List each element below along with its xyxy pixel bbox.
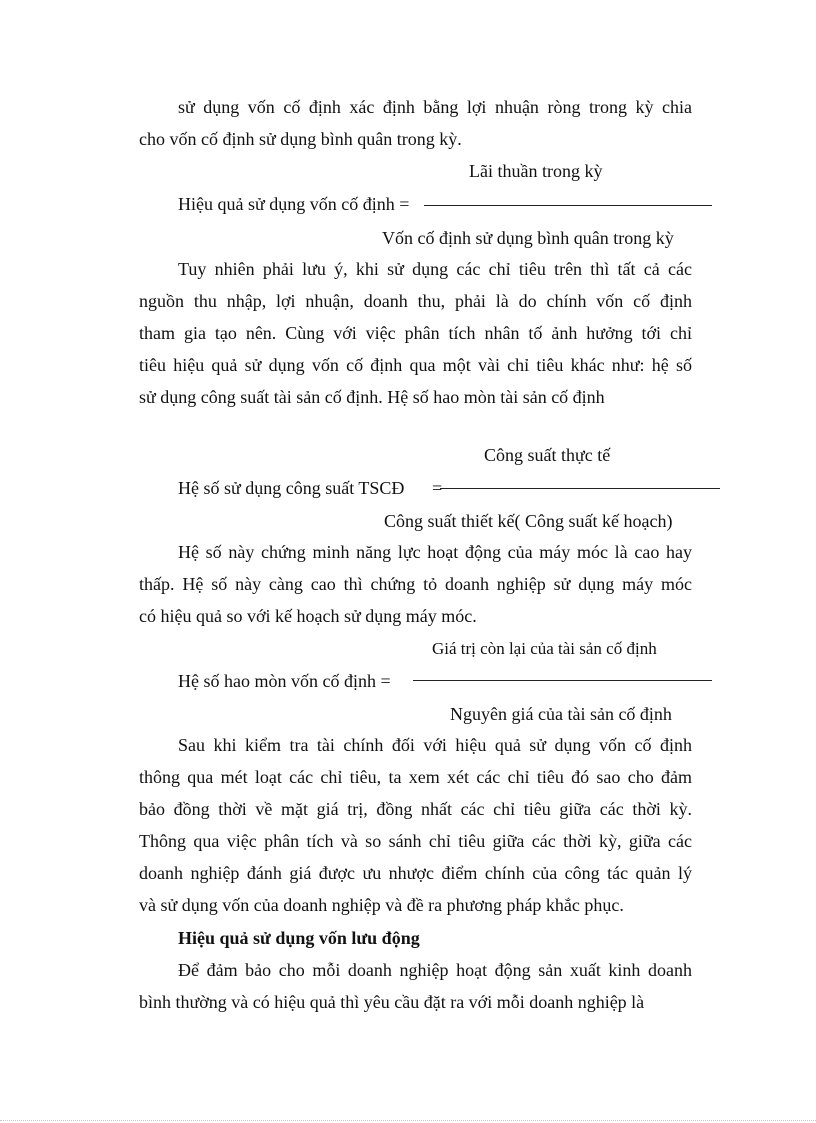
paragraph-line: Thông qua việc phân tích và so sánh chỉ tiêu giữa các thời kỳ, giữa các	[139, 831, 692, 851]
fraction-bar	[424, 205, 712, 206]
formula-label: Hiệu quả sử dụng vốn cố định =	[178, 194, 410, 214]
paragraph-line: tiêu hiệu quả sử dụng vốn cố định qua một vài chỉ tiêu khác như: hệ số	[139, 355, 692, 375]
formula-numerator: Giá trị còn lại của tài sản cố định	[432, 639, 657, 658]
paragraph-line: Sau khi kiểm tra tài chính đối với hiệu quả sử dụng vốn cố định	[178, 735, 692, 755]
formula-denominator: Nguyên giá của tài sản cố định	[450, 704, 672, 724]
formula-equals: =	[432, 478, 443, 498]
fraction-bar	[413, 680, 712, 681]
formula-numerator: Lãi thuần trong kỳ	[469, 161, 603, 181]
formula-denominator: Công suất thiết kế( Công suất kế hoạch)	[384, 511, 673, 531]
formula-label: Hệ số hao mòn vốn cố định =	[178, 671, 391, 691]
paragraph-line: Hệ số này chứng minh năng lực hoạt động của máy móc là cao hay	[178, 542, 692, 562]
formula-label: Hệ số sử dụng công suất TSCĐ	[178, 478, 405, 498]
formula-numerator: Công suất thực tế	[484, 445, 611, 465]
paragraph-line: và sử dụng vốn của doanh nghiệp và đề ra phương pháp khắc phục.	[139, 895, 624, 915]
paragraph-line: Tuy nhiên phải lưu ý, khi sử dụng các chỉ tiêu trên thì tất cả các	[178, 259, 692, 279]
paragraph-line: thấp. Hệ số này càng cao thì chứng tỏ doanh nghiệp sử dụng máy móc	[139, 574, 692, 594]
page-bottom-border	[0, 1120, 816, 1121]
paragraph-line: bảo đồng thời về mặt giá trị, đồng nhất các chỉ tiêu giữa các thời kỳ.	[139, 799, 692, 819]
paragraph-line: sử dụng công suất tài sản cố định. Hệ số hao mòn tài sản cố định	[139, 387, 605, 407]
formula-denominator: Vốn cố định sử dụng bình quân trong kỳ	[382, 228, 674, 248]
paragraph-line: cho vốn cố định sử dụng bình quân trong kỳ.	[139, 129, 462, 149]
paragraph-line: tham gia tạo nên. Cùng với việc phân tích nhân tố ảnh hưởng tới chỉ	[139, 323, 692, 343]
paragraph-line: doanh nghiệp đánh giá được ưu nhược điểm chính của công tác quản lý	[139, 863, 692, 883]
section-heading: Hiệu quả sử dụng vốn lưu động	[178, 928, 420, 948]
paragraph-line: nguồn thu nhập, lợi nhuận, doanh thu, phải là do chính vốn cố định	[139, 291, 692, 311]
paragraph-line: Để đảm bảo cho mỗi doanh nghiệp hoạt động sản xuất kinh doanh	[178, 960, 692, 980]
paragraph-line: thông qua mét loạt các chỉ tiêu, ta xem xét các chỉ tiêu đó sao cho đảm	[139, 767, 692, 787]
paragraph-line: sử dụng vốn cố định xác định bằng lợi nhuận ròng trong kỳ chia	[178, 97, 692, 117]
paragraph-line: bình thường và có hiệu quả thì yêu cầu đặt ra với mỗi doanh nghiệp là	[139, 992, 645, 1012]
paragraph-line: có hiệu quả so với kế hoạch sử dụng máy móc.	[139, 606, 477, 626]
fraction-bar	[440, 488, 720, 489]
